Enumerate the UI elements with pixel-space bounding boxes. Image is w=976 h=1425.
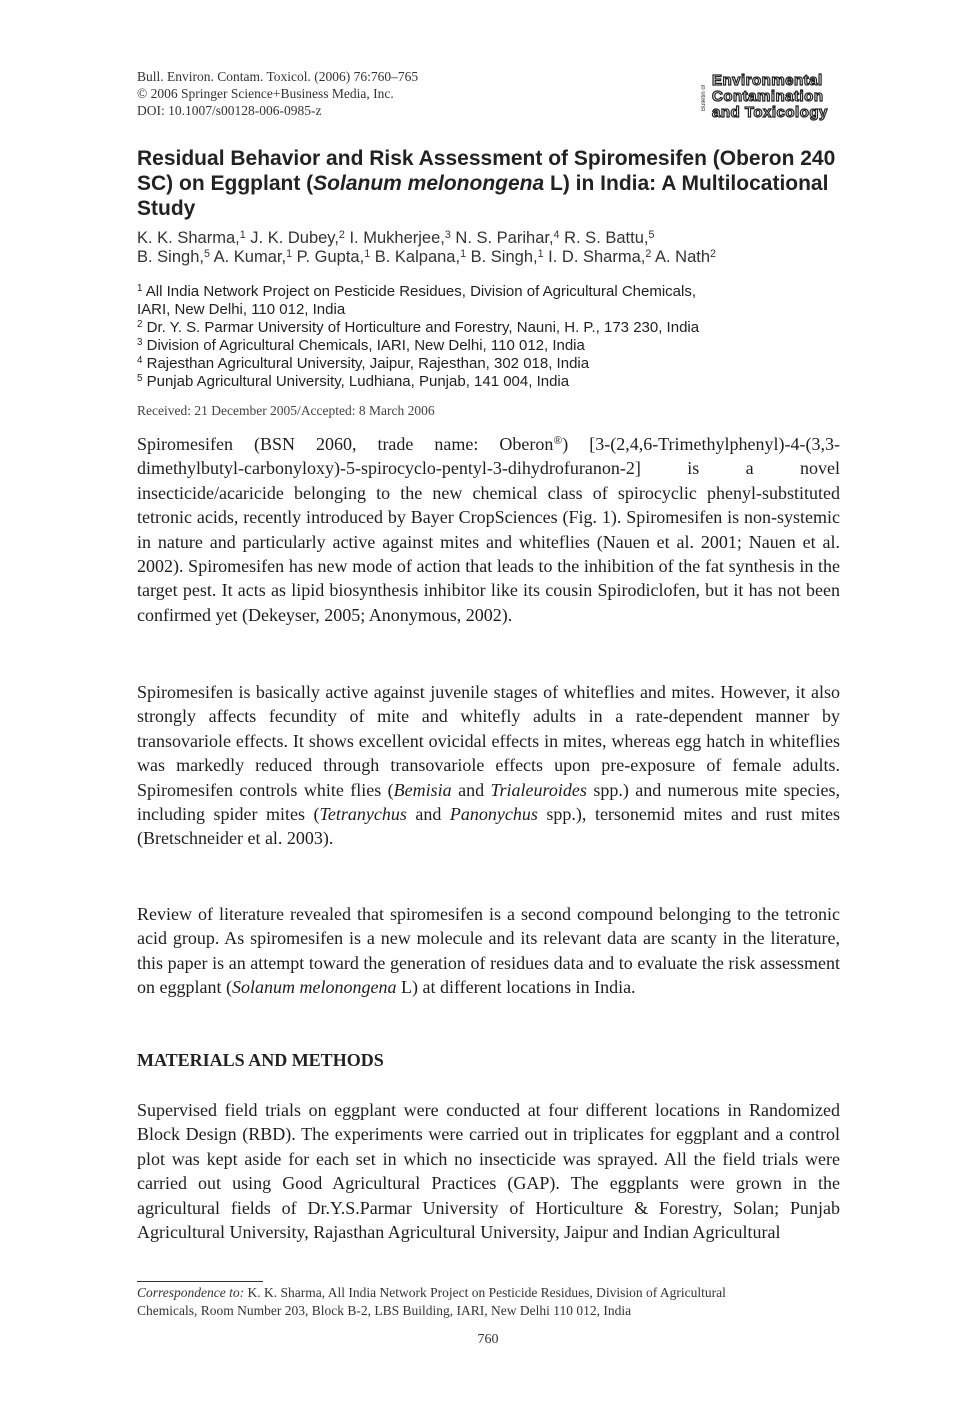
author-affiliation-mark: 1: [537, 248, 544, 260]
title-part-2: L) in India: A Multilocational Study: [137, 172, 829, 220]
affiliation-list: [137, 283, 877, 391]
citation-block: [137, 68, 557, 119]
affiliation-continuation: IARI, New Delhi, 110 012, India: [137, 301, 346, 318]
species-name: Trialeuroides: [490, 779, 587, 800]
footnote-label: Correspondence to:: [137, 1285, 245, 1300]
paragraph-text: and: [406, 804, 450, 825]
affiliation-item: [137, 373, 877, 391]
author-line-2: [137, 248, 877, 267]
body-paragraph-4: Supervised field trials on eggplant were conducted at four different locations in Randomized Block Design (RBD). The experiments were carried out in triplicates for eggplant and a control plot was kept aside for each set in which no insecticide was sprayed. All the field trials were carried out using Good Agricultural Practices (GAP). The eggplants were grown in the agricultural fields of Dr.Y.S.Parmar University of Horticulture & Forestry, Solan; Punjab Agricultural University, Rajasthan Agricultural University, Jaipur and Indian Agricultural: [137, 1100, 840, 1243]
author-affiliation-mark: 4: [553, 229, 560, 241]
author-affiliation-mark: 1: [364, 248, 371, 260]
affiliation-item: [137, 319, 877, 337]
affiliation-text: All India Network Project on Pesticide Residues, Division of Agricultural Chemicals,: [145, 283, 697, 300]
paragraph-text: and: [451, 779, 491, 800]
author-affiliation-mark: 3: [444, 229, 451, 241]
affiliation-number: 4: [137, 355, 143, 366]
author: J. K. Dubey,: [245, 229, 339, 247]
author: B. Singh,: [137, 248, 204, 266]
affiliation-number: 2: [137, 319, 143, 330]
affiliation-text: Dr. Y. S. Parmar University of Horticulture and Forestry, Nauni, H. P., 173 230, India: [146, 319, 700, 336]
author-affiliation-mark: 1: [286, 248, 293, 260]
author-list: [137, 229, 877, 267]
author-affiliation-mark: 1: [460, 248, 467, 260]
citation-doi: DOI: 10.1007/s00128-006-0985-z: [137, 103, 322, 118]
paragraph-text: spp.) and numerous mite species, including spider mites (: [137, 779, 840, 825]
affiliation-text: Division of Agricultural Chemicals, IARI, New Delhi, 110 012, India: [146, 337, 585, 354]
paper-title: [137, 146, 857, 221]
registered-mark: ®: [553, 434, 563, 447]
author: K. K. Sharma,: [137, 229, 240, 247]
section-heading: MATERIALS AND METHODS: [137, 1050, 384, 1070]
affiliation-item: [137, 337, 877, 355]
affiliation-number: 1: [137, 283, 143, 294]
paragraph-text: ) [3-(2,4,6-Trimethylphenyl)-4-(3,3-dimethylbutyl-carbonyloxy)-5-spirocyclo-pentyl-3-dihydrofuranon-2] is a novel insecticide/acaricide belonging to the new chemical class of spirocyclic phenyl-substituted tetronic acids, recently introduced by Bayer CropSciences (Fig. 1). Spiromesifen is non-systemic in nature and particularly active against mites and whiteflies (Nauen et al. 2001; Nauen et al. 2002). Spiromesifen has new mode of action that leads to the inhibition of the fat synthesis in the target pest. It acts as lipid biosynthesis inhibitor like its cousin Spirodiclofen, but it has not been confirmed yet (Dekeyser, 2005; Anonymous, 2002).: [137, 434, 840, 625]
journal-logo-line-2: Contamination: [712, 88, 824, 105]
journal-logo-line-3: and Toxicology: [712, 104, 828, 121]
paragraph-text: spp.), tersonemid mites and rust mites (Bretschneider et al. 2003).: [137, 804, 840, 849]
species-name: Panonychus: [449, 804, 538, 825]
author-affiliation-mark: 2: [338, 229, 345, 241]
title-part-1: Residual Behavior and Risk Assessment of Spiromesifen (Oberon 240 SC) on Eggplant (: [137, 147, 836, 195]
footnote-line-2: Chemicals, Room Number 203, Block B-2, LBS Building, IARI, New Delhi 110 012, India: [137, 1303, 632, 1318]
affiliation-number: 5: [137, 373, 143, 384]
affiliation-text: Punjab Agricultural University, Ludhiana, Punjab, 141 004, India: [146, 373, 570, 390]
footnote-text: K. K. Sharma, All India Network Project on Pesticide Residues, Division of Agricultural: [244, 1285, 726, 1300]
author: I. D. Sharma,: [543, 248, 646, 266]
author-affiliation-mark: 5: [203, 248, 210, 260]
affiliation-text: Rajesthan Agricultural University, Jaipur, Rajesthan, 302 018, India: [146, 355, 590, 372]
author: B. Singh,: [466, 248, 538, 266]
author-affiliation-mark: 2: [710, 248, 716, 260]
correspondence-footnote: [137, 1284, 867, 1320]
journal-logo-side-text: Bulletin of: [701, 84, 707, 112]
species-name: Solanum melonongena: [231, 977, 397, 998]
body-paragraph-3: [137, 902, 840, 1000]
body-paragraph-2: [137, 680, 840, 851]
citation-copyright: © 2006 Springer Science+Business Media, Inc.: [137, 86, 394, 101]
paragraph-text: L) at different locations in India.: [396, 977, 636, 998]
author-affiliation-mark: 5: [648, 229, 655, 241]
author-affiliation-mark: 2: [645, 248, 652, 260]
author-line-1: [137, 229, 877, 248]
author: A. Nath: [651, 248, 711, 266]
species-name: Tetranychus: [319, 804, 407, 825]
title-species: Solanum melonongena: [313, 172, 545, 195]
footnote-rule: [137, 1281, 263, 1282]
affiliation-item: [137, 355, 877, 373]
paragraph-text: Review of literature revealed that spiromesifen is a second compound belonging to the tetronic acid group. As spiromesifen is a new molecule and its relevant data are scanty in the literature, this paper is an attempt toward the generation of residues data and to evaluate the risk assessment on eggplant (: [137, 904, 840, 998]
received-accepted-dates: Received: 21 December 2005/Accepted: 8 March 2006: [137, 403, 435, 418]
species-name: Bemisia: [393, 779, 452, 800]
paragraph-text: Spiromesifen (BSN 2060, trade name: Oberon: [137, 434, 554, 454]
body-paragraph-1: [137, 432, 840, 627]
author: P. Gupta,: [292, 248, 365, 266]
affiliation-number: 3: [137, 337, 143, 348]
author: N. S. Parihar,: [450, 229, 554, 247]
paragraph-text: Spiromesifen is basically active against juvenile stages of whiteflies and mites. However, it also strongly affects fecundity of mite and whitefly adults in a rate-dependent manner by transovariole effects. It shows excellent ovicidal effects in mites, whereas egg hatch in whiteflies was markedly reduced through transovariole effects upon pre-exposure of female adults. Spiromesifen controls white flies (: [137, 682, 840, 800]
citation-journal: Bull. Environ. Contam. Toxicol. (2006) 76:760–765: [137, 69, 419, 84]
page-number: 760: [477, 1332, 499, 1347]
author-affiliation-mark: 1: [239, 229, 246, 241]
affiliation-item: [137, 283, 877, 301]
author: B. Kalpana,: [370, 248, 461, 266]
author: R. S. Battu,: [559, 229, 649, 247]
author: A. Kumar,: [209, 248, 287, 266]
author: I. Mukherjee,: [344, 229, 445, 247]
footnote-line-1: [137, 1284, 867, 1302]
journal-logo: [700, 73, 865, 125]
journal-logo-line-1: Environmental: [712, 72, 823, 89]
